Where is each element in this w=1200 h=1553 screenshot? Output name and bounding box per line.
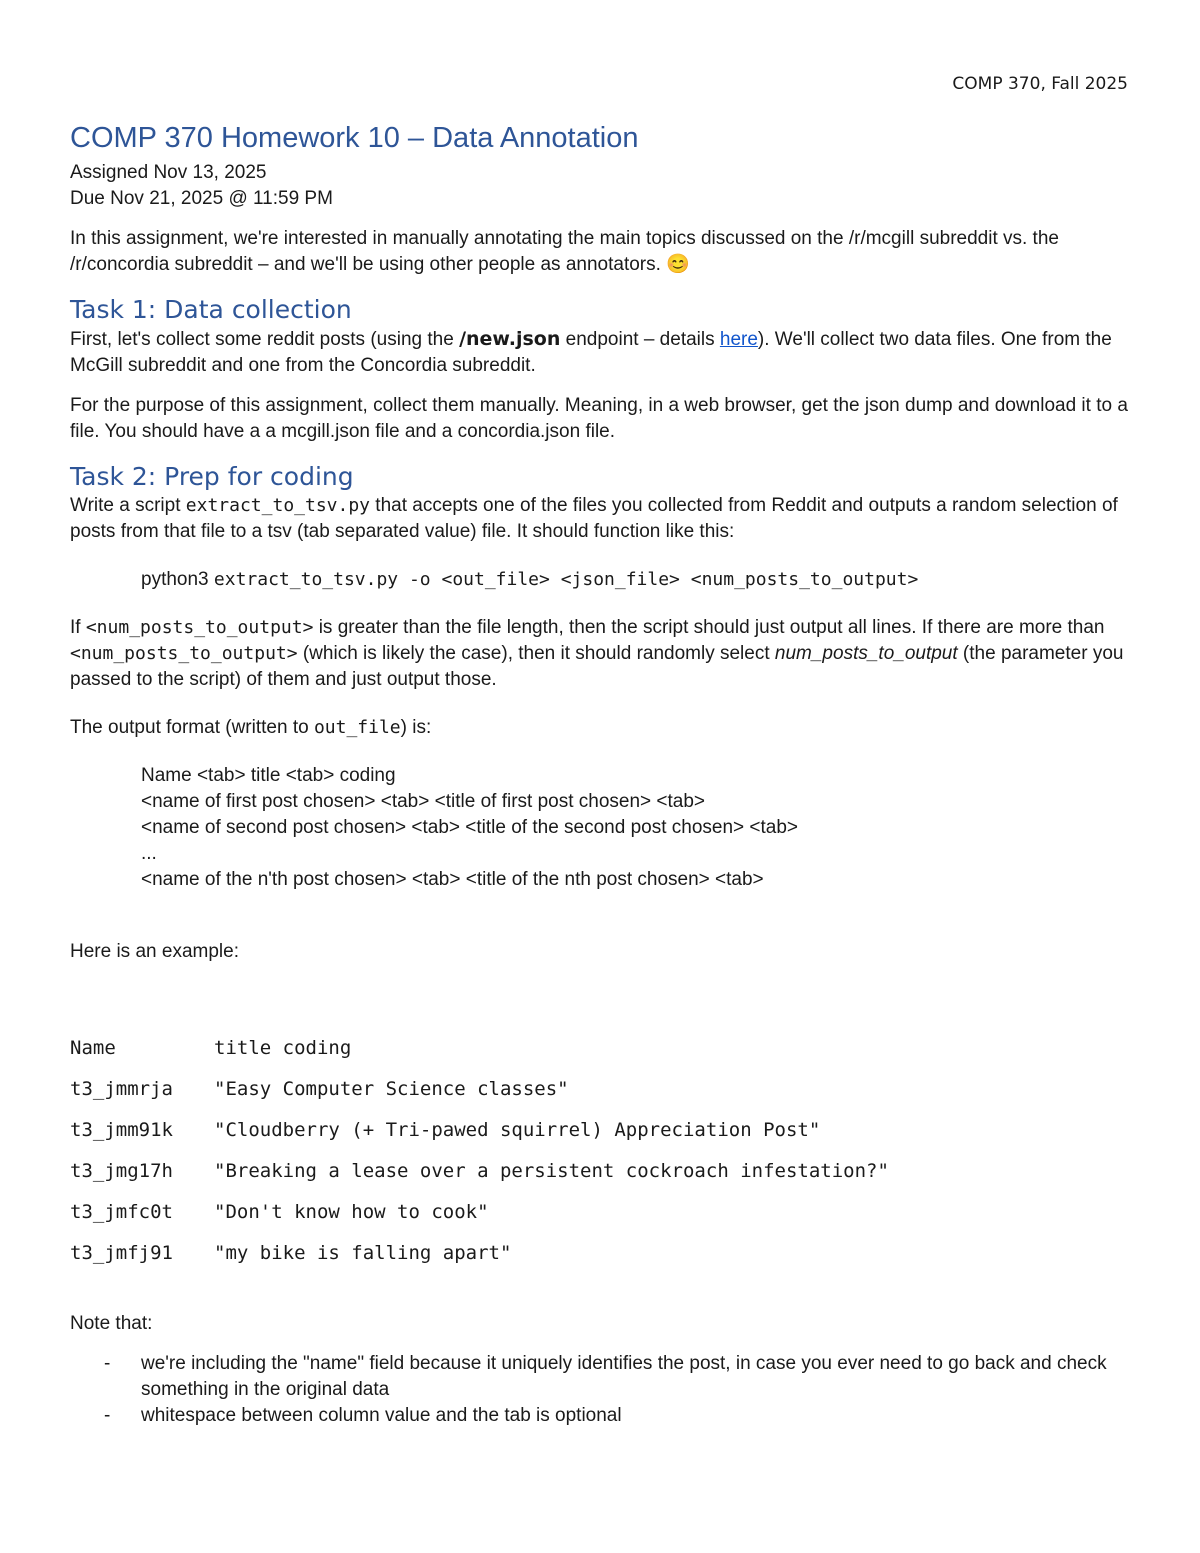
example-row: t3_jmfc0t "Don't know how to cook" [70, 1201, 489, 1223]
list-item: - we're including the "name" field because it uniquely identifies the post, in case you ever need to go back and check something in the original data [104, 1353, 1107, 1400]
output-format-block [70, 763, 1135, 893]
command-code: extract_to_tsv.py -o <out_file> <json_file> <num_posts_to_output> [213, 569, 919, 590]
format-line: Name <tab> title <tab> coding [141, 765, 396, 786]
task1-paragraph-2: For the purpose of this assignment, collect them manually. Meaning, in a web browser, get the json dump and download it to a file. You should have a a mcgill.json file and a concordia.json file. [70, 395, 1128, 442]
task2-paragraph-1: Write a script extract_to_tsv.py that accepts one of the files you collected from Reddit and outputs a random selection of posts from that file to a tsv (tab separated value) file. It should function like this: [70, 495, 1118, 542]
format-line: ... [141, 843, 157, 864]
list-item: - whitespace between column value and the tab is optional [70, 1403, 1135, 1429]
example-intro: Here is an example: [70, 941, 239, 962]
format-line: <name of first post chosen> <tab> <title of first post chosen> <tab> [141, 791, 706, 812]
due-date: Due Nov 21, 2025 @ 11:59 PM [70, 188, 333, 209]
intro-paragraph: In this assignment, we're interested in manually annotating the main topics discussed on the /r/mcgill subreddit vs. the /r/concordia subreddit – and we'll be using other people as annotators. 😊 [70, 228, 1059, 275]
bullet-dash: - [104, 1353, 111, 1374]
document-body [70, 120, 1135, 1429]
task2-heading: Task 2: Prep for coding [70, 462, 354, 491]
note-intro: Note that: [70, 1313, 153, 1334]
endpoint-code: /new.json [459, 328, 561, 350]
bullet-dash: - [104, 1405, 111, 1426]
details-link[interactable]: here [719, 329, 758, 350]
script-name-code: extract_to_tsv.py [185, 495, 371, 516]
task1-heading: Task 1: Data collection [70, 295, 352, 324]
command-example: python3 extract_to_tsv.py -o <out_file> <json_file> <num_posts_to_output> [141, 569, 919, 590]
example-header-row: Name title coding [70, 1037, 352, 1059]
example-row: t3_jmfj91 "my bike is falling apart" [70, 1242, 512, 1264]
course-header: COMP 370, Fall 2025 [952, 74, 1128, 94]
example-row: t3_jmg17h "Breaking a lease over a persistent cockroach infestation?" [70, 1160, 889, 1182]
example-row: t3_jmm91k "Cloudberry (+ Tri-pawed squirrel) Appreciation Post" [70, 1119, 821, 1141]
document-title: COMP 370 Homework 10 – Data Annotation [70, 122, 639, 154]
task2-paragraph-3: The output format (written to out_file) is: [70, 717, 432, 738]
format-line: <name of the n'th post chosen> <tab> <title of the nth post chosen> <tab> [141, 869, 764, 890]
assigned-date: Assigned Nov 13, 2025 [70, 162, 267, 183]
task2-paragraph-2: If <num_posts_to_output> is greater than the file length, then the script should just output all lines. If there are more than <num_posts_to_output> (which is likely the case), then it should randomly select num_posts_to_output (the parameter you passed to the script) of them and just output those. [70, 617, 1124, 690]
task1-paragraph-1: First, let's collect some reddit posts (using the /new.json endpoint – details here). We'll collect two data files. One from the McGill subreddit and one from the Concordia subreddit. [70, 328, 1112, 376]
format-line: <name of second post chosen> <tab> <title of the second post chosen> <tab> [141, 817, 799, 838]
example-table [70, 1035, 1135, 1281]
example-row: t3_jmmrja "Easy Computer Science classes" [70, 1078, 569, 1100]
notes-list [70, 1351, 1135, 1429]
